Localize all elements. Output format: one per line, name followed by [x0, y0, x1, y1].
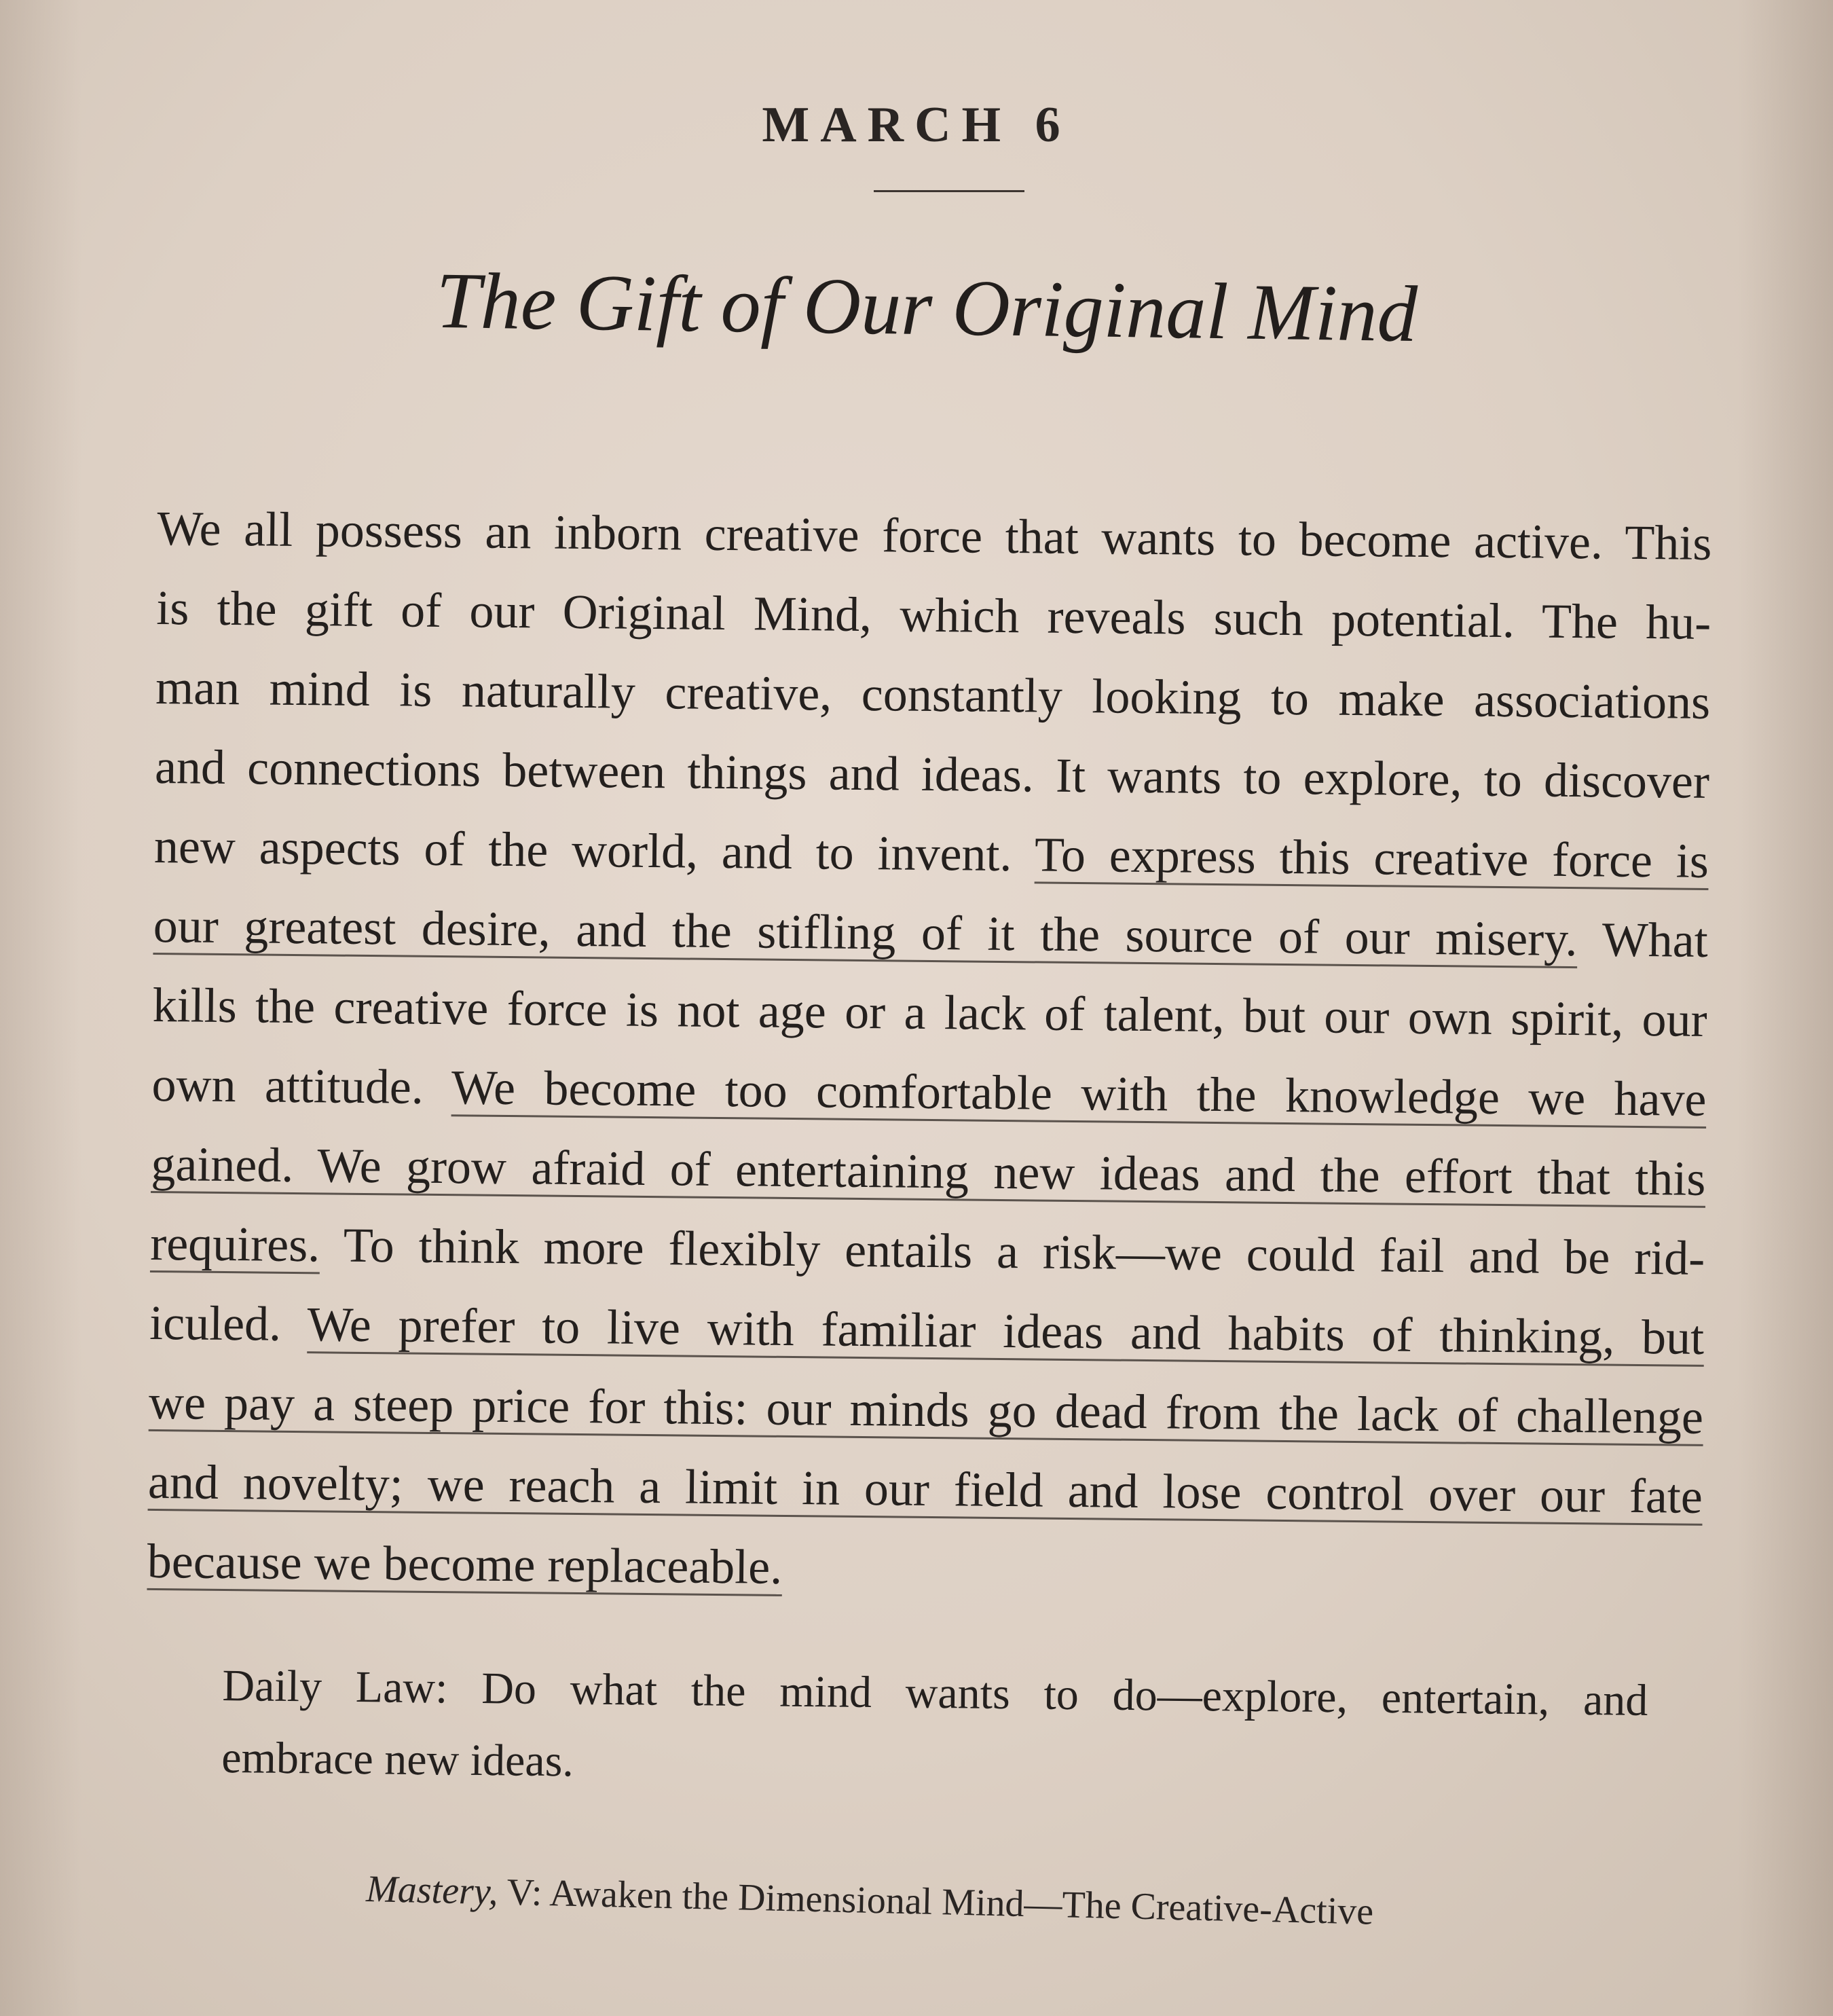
underlined-passage: We prefer to live with familiar ideas and habits of thinking, but: [307, 1297, 1705, 1365]
body-segment: We all possess an inborn creative force that wants to become active. This: [157, 500, 1712, 570]
body-segment: own attitude.: [151, 1057, 452, 1115]
body-segment: new aspects of the world, and to invent.: [153, 818, 1035, 882]
underlined-passage: To express this creative force is: [1034, 827, 1709, 888]
daily-law-line: Daily Law: Do what the mind wants to do—explore, entertain, and: [222, 1660, 1648, 1725]
body-segment: What: [1577, 912, 1709, 968]
body-text: [147, 489, 1712, 1616]
body-line: [150, 1204, 1705, 1298]
source-citation: [366, 1867, 1561, 1938]
body-segment: To think more flexibly entails a risk—we could fail and be rid-: [319, 1217, 1705, 1285]
body-segment: kills the creative force is not age or a lack of talent, but our own spirit, our: [152, 977, 1707, 1047]
daily-law: [221, 1650, 1648, 1809]
date-divider: [874, 190, 1024, 192]
underlined-passage: gained. We grow afraid of entertaining new ideas and the effort that this: [151, 1136, 1706, 1206]
body-line: [155, 727, 1710, 822]
body-segment: is the gift of our Original Mind, which reveals such potential. The hu-: [155, 580, 1711, 650]
underlined-passage: we pay a steep price for this: our minds go dead from the lack of challenge: [148, 1374, 1704, 1444]
body-segment: and connections between things and ideas. It wants to explore, to discover: [154, 739, 1710, 809]
source-chapter: V: Awaken the Dimensional Mind—The Creative-Active: [497, 1871, 1374, 1933]
body-line: [157, 489, 1712, 583]
body-line: [147, 1522, 1702, 1616]
body-segment: iculed.: [149, 1295, 308, 1352]
entry-date: MARCH 6: [762, 97, 1071, 153]
body-line: [152, 966, 1707, 1060]
source-book-title: Mastery,: [365, 1867, 499, 1913]
underlined-passage: because we become replaceable.: [147, 1533, 783, 1594]
underlined-passage: and novelty; we reach a limit in our field and lose control over our fate: [147, 1454, 1703, 1524]
underlined-passage: our greatest desire, and the stifling of it the source of our misery.: [153, 898, 1578, 967]
body-line: [155, 648, 1711, 742]
body-line: [151, 1045, 1707, 1139]
underlined-passage: requires.: [149, 1215, 320, 1272]
body-line: [149, 1283, 1705, 1378]
entry-title: The Gift of Our Original Mind: [435, 255, 1418, 359]
body-line: [156, 568, 1711, 663]
body-line: [149, 1363, 1704, 1457]
body-line: [147, 1442, 1703, 1537]
body-line: [153, 886, 1708, 980]
body-segment: man mind is naturally creative, constantly looking to make associations: [155, 659, 1711, 729]
body-line: [153, 807, 1709, 901]
body-line: [151, 1124, 1706, 1219]
underlined-passage: We become too comfortable with the knowledge we have: [451, 1060, 1707, 1126]
daily-law-line: embrace new ideas.: [221, 1732, 574, 1786]
